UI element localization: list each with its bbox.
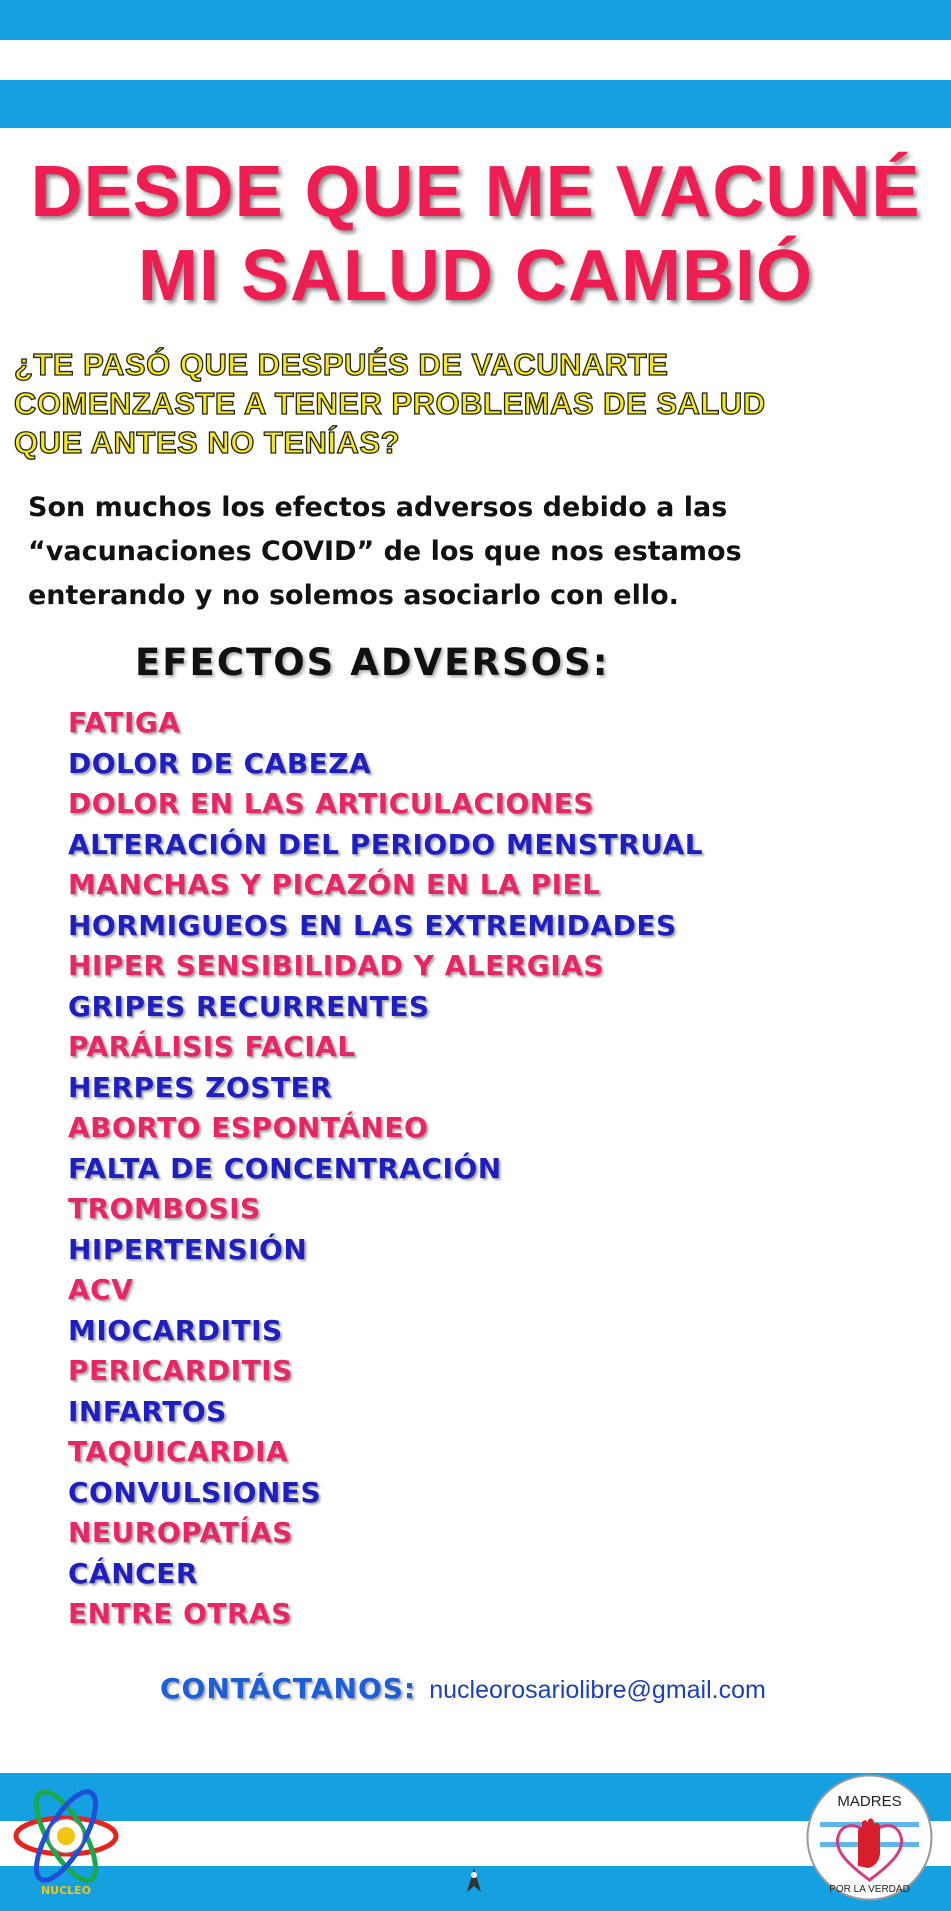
effect-item: PARÁLISIS FACIAL <box>68 1030 356 1063</box>
intro-line-3: enterando y no solemos asociarlo con ello. <box>28 580 679 611</box>
effect-item: MIOCARDITIS <box>68 1313 283 1347</box>
logo-right-top-text: MADRES <box>837 1793 902 1810</box>
effect-item: ENTRE OTRAS <box>68 1597 292 1630</box>
intro-paragraph <box>28 486 933 618</box>
atom-logo-icon <box>10 1778 122 1898</box>
effect-item: DOLOR DE CABEZA <box>68 746 372 780</box>
question-block <box>14 345 944 462</box>
madres-logo-icon <box>802 1770 937 1905</box>
contact-email-link[interactable]: nucleorosariolibre@gmail.com <box>429 1676 766 1704</box>
question-line-3: QUE ANTES NO TENÍAS? <box>14 425 401 460</box>
effect-item: CÁNCER <box>68 1556 198 1590</box>
effect-item: HIPERTENSIÓN <box>68 1232 308 1266</box>
question-line-1: ¿TE PASÓ QUE DESPUÉS DE VACUNARTE <box>14 347 669 382</box>
effect-item: DOLOR EN LAS ARTICULACIONES <box>68 787 595 820</box>
effect-item: MANCHAS Y PICAZÓN EN LA PIEL <box>68 868 601 901</box>
headline-line-2: MI SALUD CAMBIÓ <box>138 236 813 316</box>
effect-item: ALTERACIÓN DEL PERIODO MENSTRUAL <box>68 827 704 861</box>
flag-stripe-top <box>0 0 951 40</box>
intro-line-2: “vacunaciones COVID” de los que nos estamos <box>28 536 742 567</box>
effect-item: GRIPES RECURRENTES <box>68 989 430 1023</box>
logo-left-text: NUCLEO <box>40 1884 92 1897</box>
effect-item: ABORTO ESPONTÁNEO <box>68 1111 429 1144</box>
logo-right-bottom-text: POR LA VERDAD <box>829 1884 910 1895</box>
contact-line <box>160 1672 766 1705</box>
intro-line-1: Son muchos los efectos adversos debido a las <box>28 492 728 523</box>
headline <box>0 150 951 318</box>
effect-item: FALTA DE CONCENTRACIÓN <box>68 1151 502 1185</box>
effect-item: CONVULSIONES <box>68 1475 322 1509</box>
effect-item: NEUROPATÍAS <box>68 1516 293 1549</box>
effects-heading: EFECTOS ADVERSOS: <box>135 641 610 684</box>
effect-item: INFARTOS <box>68 1394 227 1428</box>
effect-item: PERICARDITIS <box>68 1354 293 1387</box>
effect-item: HORMIGUEOS EN LAS EXTREMIDADES <box>68 908 677 942</box>
flag-stripe-upper <box>0 80 951 128</box>
headline-line-1: DESDE QUE ME VACUNÉ <box>30 152 921 232</box>
small-figure-icon <box>463 1866 485 1896</box>
effects-list <box>68 703 703 1635</box>
question-line-2: COMENZASTE A TENER PROBLEMAS DE SALUD <box>14 386 766 421</box>
effect-item: TROMBOSIS <box>68 1192 261 1225</box>
effect-item: FATIGA <box>68 706 181 739</box>
effect-item: ACV <box>68 1273 134 1306</box>
effect-item: HIPER SENSIBILIDAD Y ALERGIAS <box>68 949 604 982</box>
effect-item: TAQUICARDIA <box>68 1435 289 1468</box>
contact-label: CONTÁCTANOS: <box>160 1672 417 1705</box>
effect-item: HERPES ZOSTER <box>68 1070 333 1104</box>
